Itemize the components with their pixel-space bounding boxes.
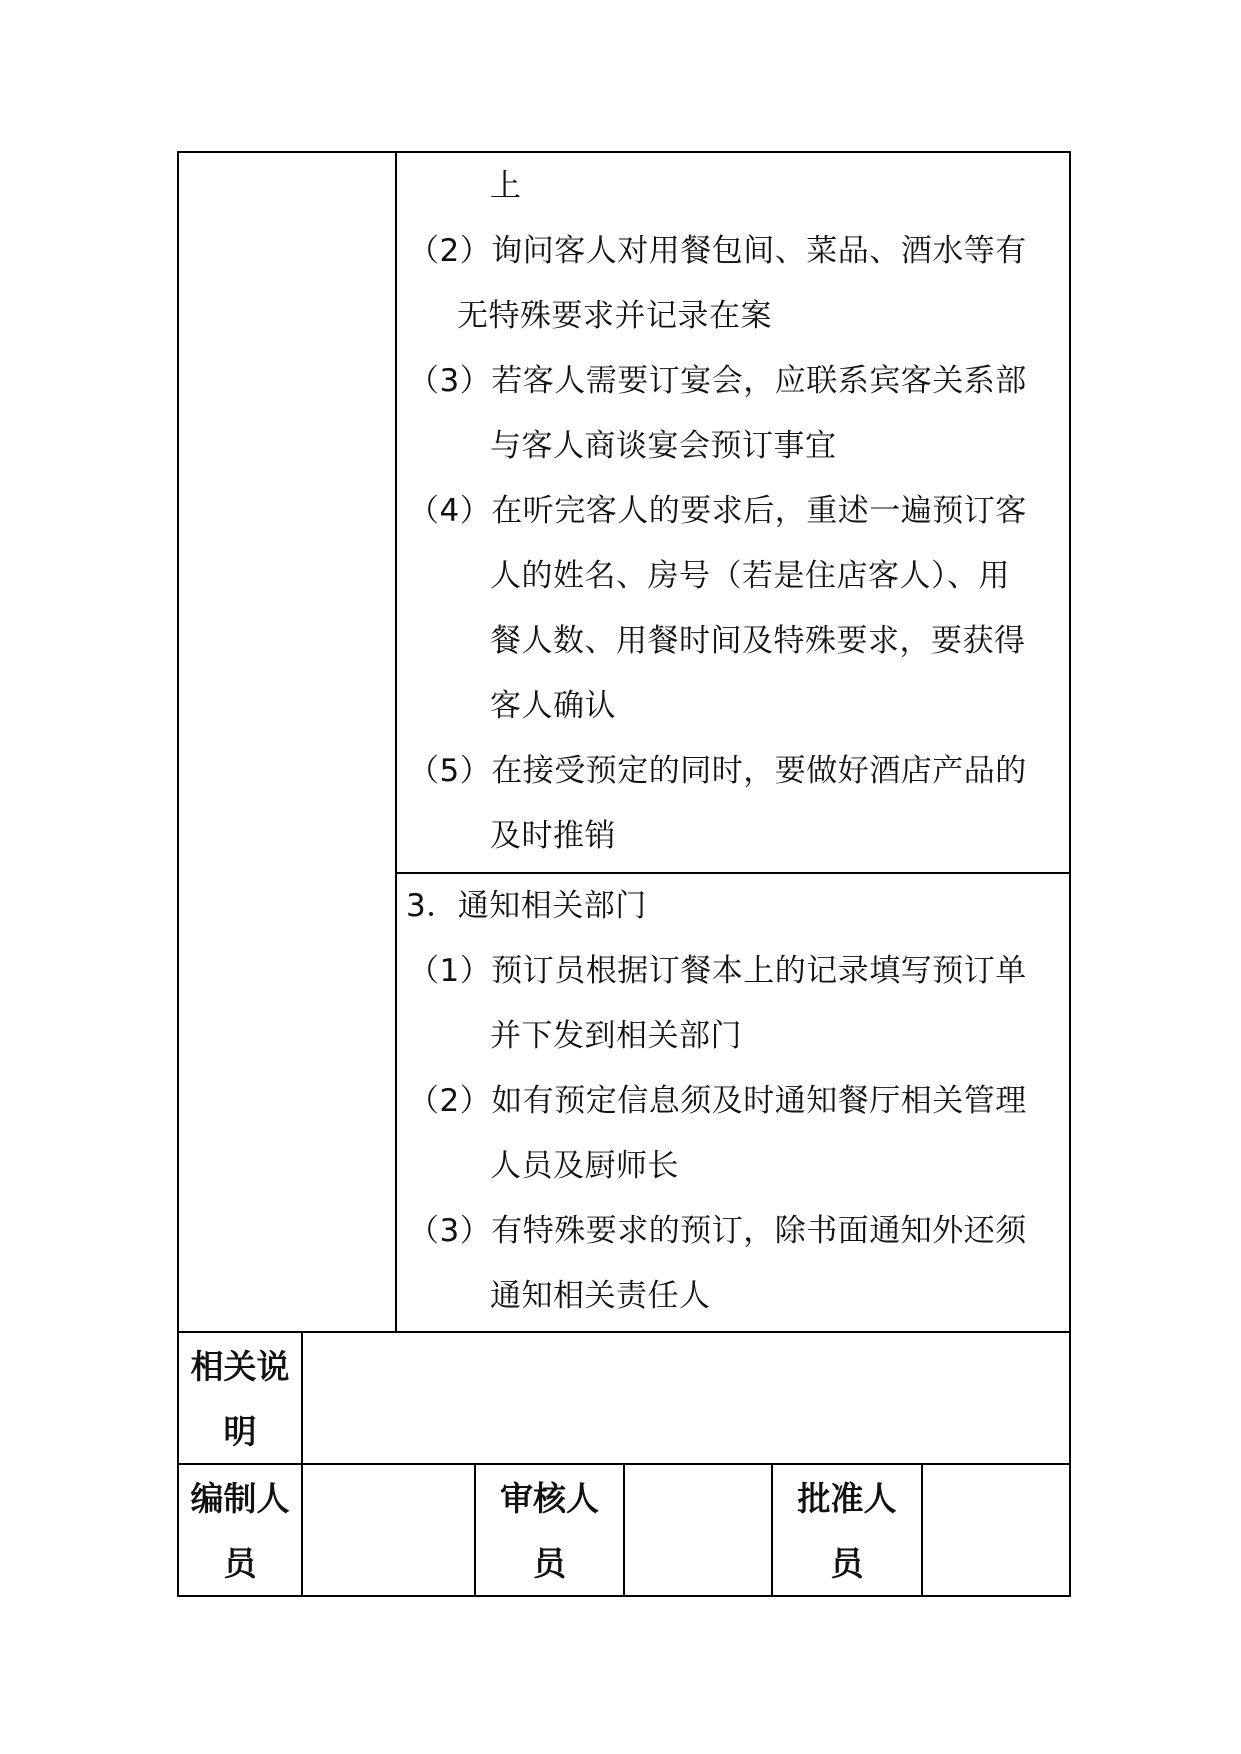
author-label-cont: 员 — [223, 1544, 257, 1583]
procedure-line: （5）在接受预定的同时，要做好酒店产品的 — [408, 753, 1027, 789]
approver-label-cont: 员 — [830, 1544, 864, 1583]
grid-signoff-col-4 — [921, 1463, 923, 1596]
grid-notes-top — [177, 1331, 1071, 1333]
grid-label-col-divider — [301, 1331, 303, 1596]
related-notes-label-cont: 明 — [223, 1412, 257, 1451]
reviewer-label: 审核人 — [500, 1479, 599, 1518]
procedure-line: 与客人商谈宴会预订事宜 — [490, 428, 837, 464]
procedure-line: （3）有特殊要求的预订，除书面通知外还须 — [408, 1213, 1027, 1249]
reviewer-label-cont: 员 — [533, 1544, 566, 1583]
grid-top-border — [177, 151, 1071, 153]
procedure-line: 及时推销 — [490, 818, 616, 854]
procedure-line: （4）在听完客人的要求后，重述一遍预订客 — [408, 493, 1027, 529]
procedure-line: 通知相关责任人 — [490, 1278, 711, 1314]
step-heading: 3．通知相关部门 — [406, 888, 647, 924]
procedure-line: （2）询问客人对用餐包间、菜品、酒水等有 — [408, 233, 1027, 269]
grid-right-border — [1069, 151, 1071, 1596]
grid-upper-col-divider — [395, 151, 397, 1331]
procedure-line: 人员及厨师长 — [490, 1148, 679, 1184]
approver-label: 批准人 — [797, 1479, 897, 1518]
procedure-line: 餐人数、用餐时间及特殊要求，要获得 — [490, 623, 1026, 659]
author-label: 编制人 — [190, 1479, 290, 1518]
related-notes-label: 相关说 — [190, 1347, 290, 1386]
procedure-line: 无特殊要求并记录在案 — [457, 298, 772, 334]
procedure-line: 上 — [490, 168, 522, 204]
procedure-line: （3）若客人需要订宴会，应联系宾客关系部 — [408, 363, 1027, 399]
grid-signoff-col-2 — [623, 1463, 625, 1596]
procedure-line: 并下发到相关部门 — [490, 1018, 742, 1054]
procedure-line: （1）预订员根据订餐本上的记录填写预订单 — [408, 953, 1027, 989]
procedure-line: 人的姓名、房号（若是住店客人）、用 — [490, 558, 1010, 594]
procedure-line: 客人确认 — [490, 688, 616, 724]
procedure-line: （2）如有预定信息须及时通知餐厅相关管理 — [408, 1083, 1027, 1119]
